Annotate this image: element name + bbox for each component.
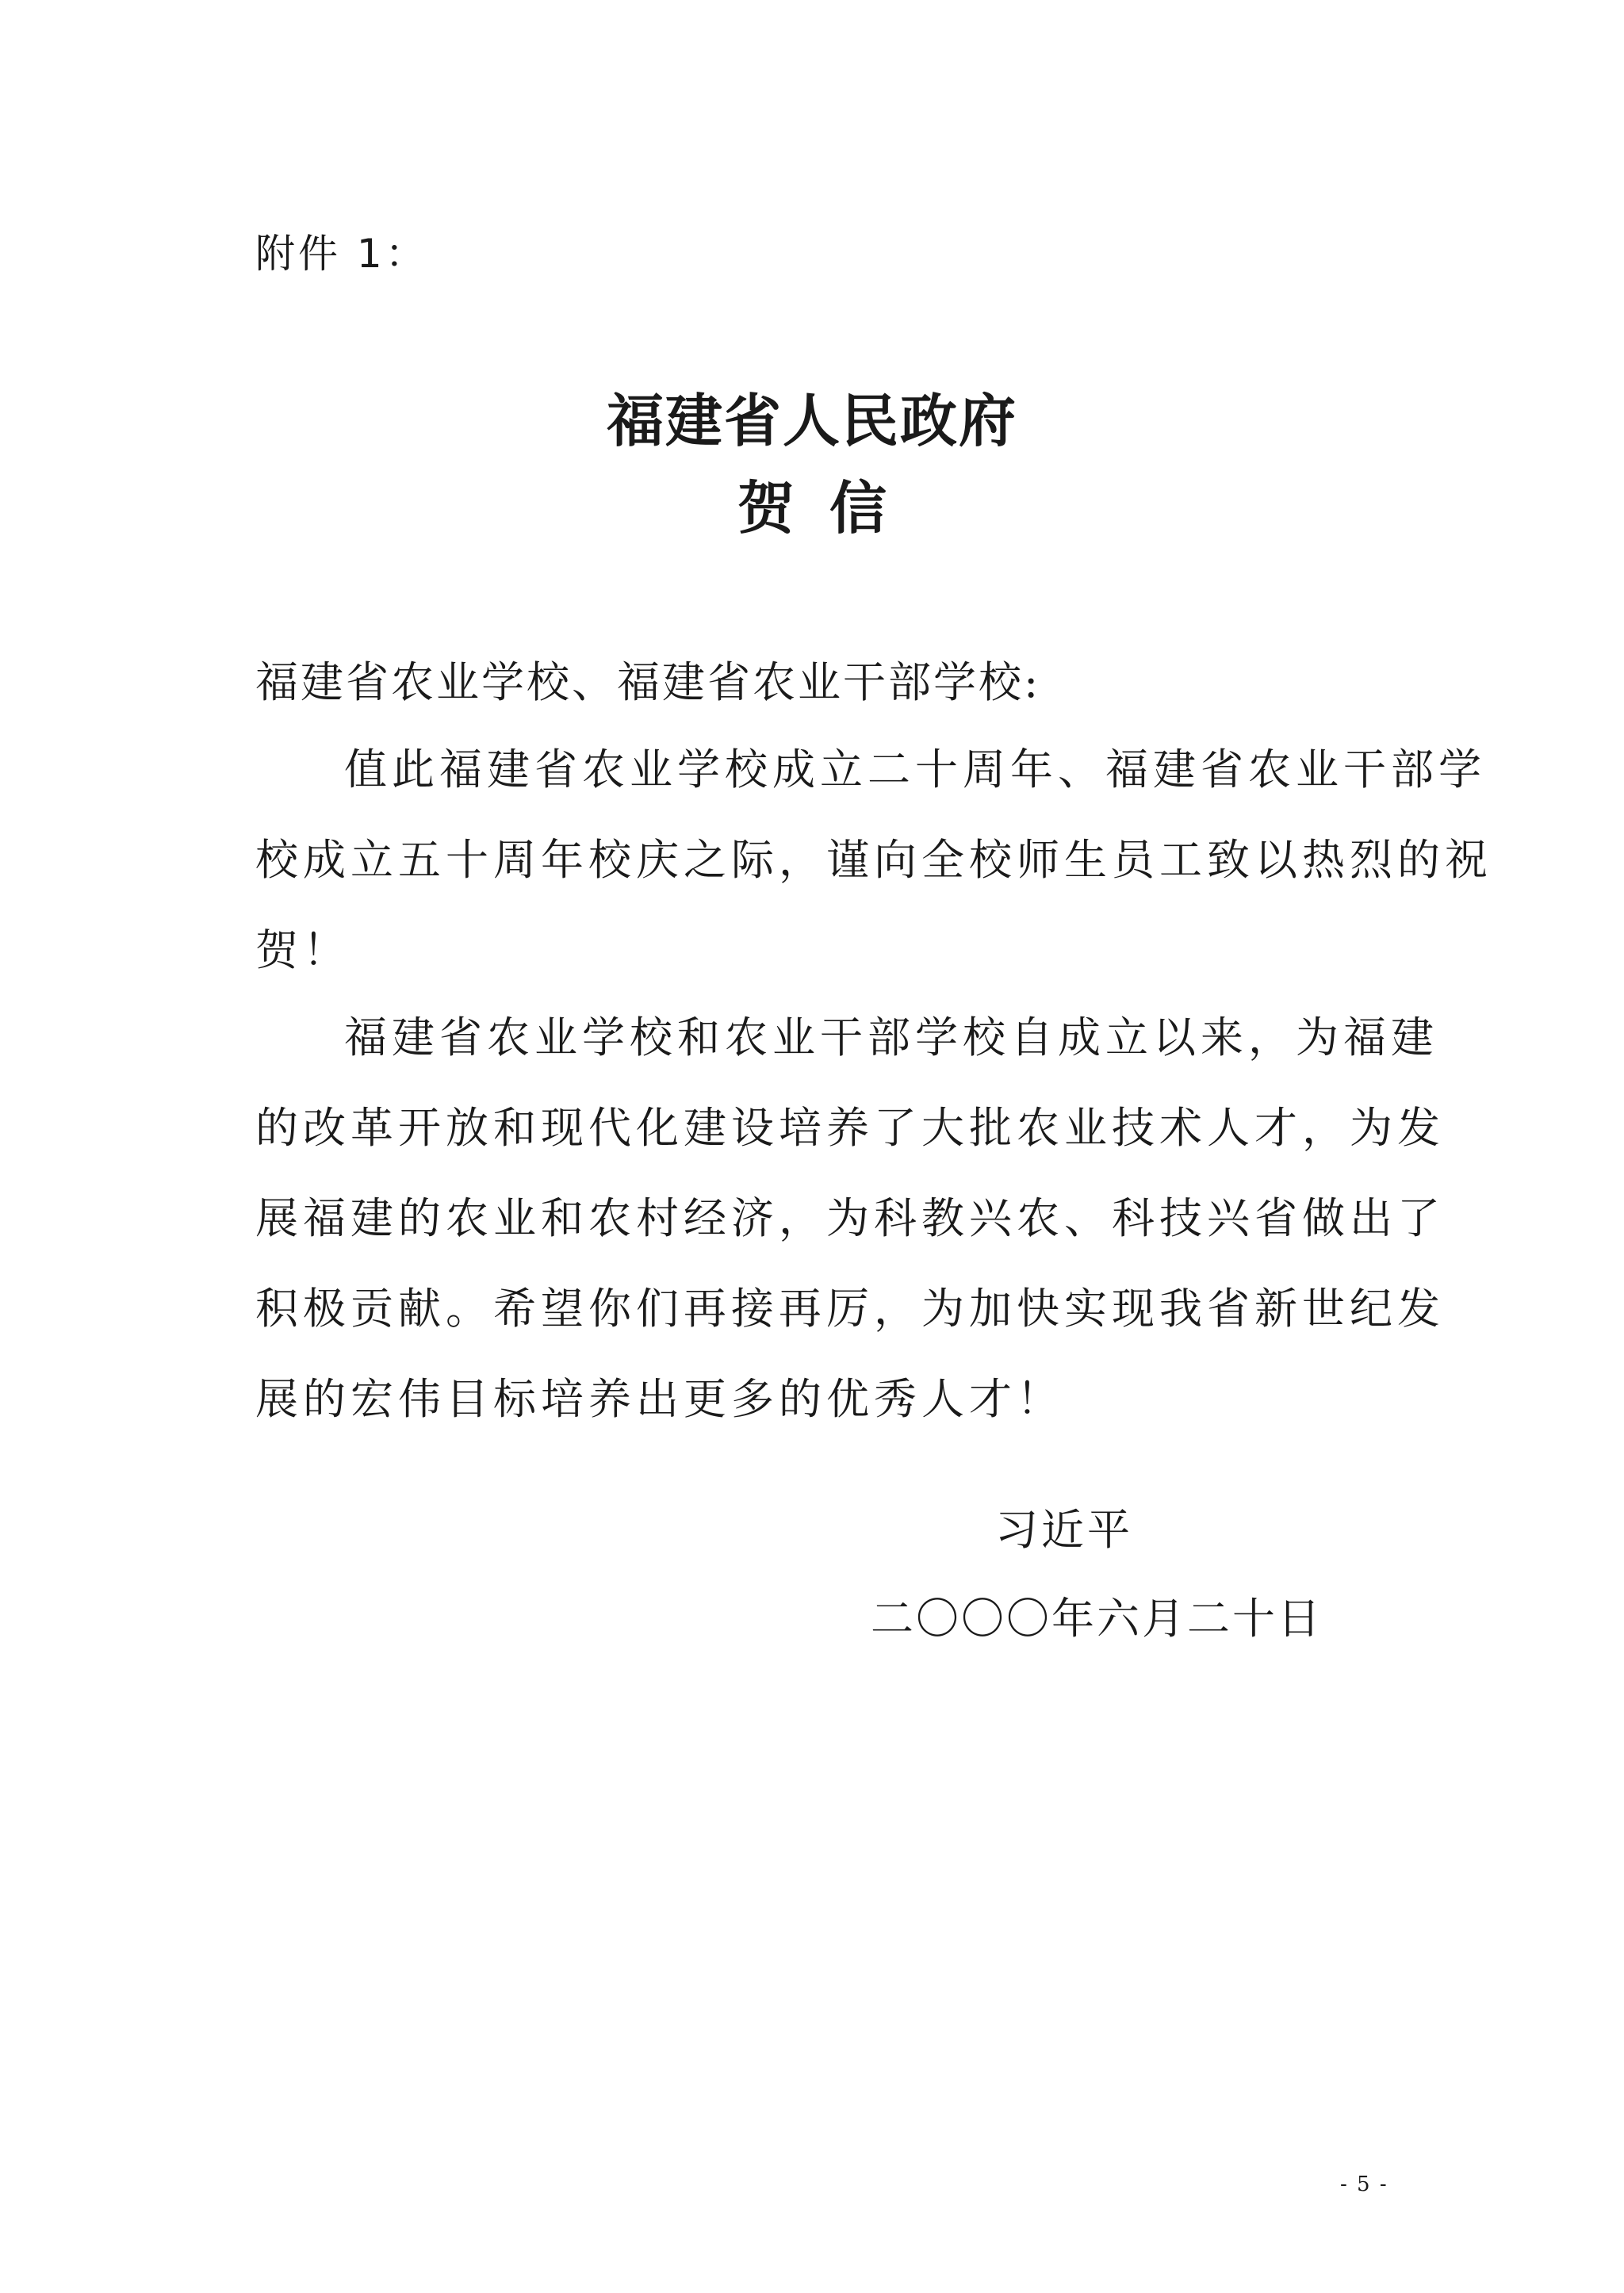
paragraph-line: 福建省农业学校和农业干部学校自成立以来，为福建 [344, 1013, 1438, 1062]
salutation: 福建省农业学校、福建省农业干部学校: [255, 657, 1041, 707]
paragraph-line: 展的宏伟目标培养出更多的优秀人才！ [255, 1374, 1064, 1424]
attachment-label: 附件 1： [255, 231, 428, 277]
document-title: 福建省人民政府 [606, 388, 1017, 454]
letter-date: 二〇〇〇年六月二十日 [871, 1594, 1323, 1644]
paragraph-line: 的改革开放和现代化建设培养了大批农业技术人才，为发 [255, 1103, 1445, 1153]
paragraph-line: 展福建的农业和农村经济，为科教兴农、科技兴省做出了 [255, 1193, 1445, 1243]
signature: 习近平 [995, 1505, 1133, 1555]
paragraph-line: 贺！ [255, 925, 350, 975]
paragraph-line: 值此福建省农业学校成立二十周年、福建省农业干部学 [344, 745, 1486, 794]
document-subtitle: 贺信 [737, 475, 921, 542]
paragraph-line: 校成立五十周年校庆之际，谨向全校师生员工致以热烈的祝 [255, 835, 1492, 885]
paragraph-line: 积极贡献。希望你们再接再厉，为加快实现我省新世纪发 [255, 1284, 1445, 1334]
paragraph-2 [255, 993, 1445, 1445]
paragraph-1 [255, 725, 1492, 996]
page-number: - 5 - [1340, 2172, 1388, 2196]
